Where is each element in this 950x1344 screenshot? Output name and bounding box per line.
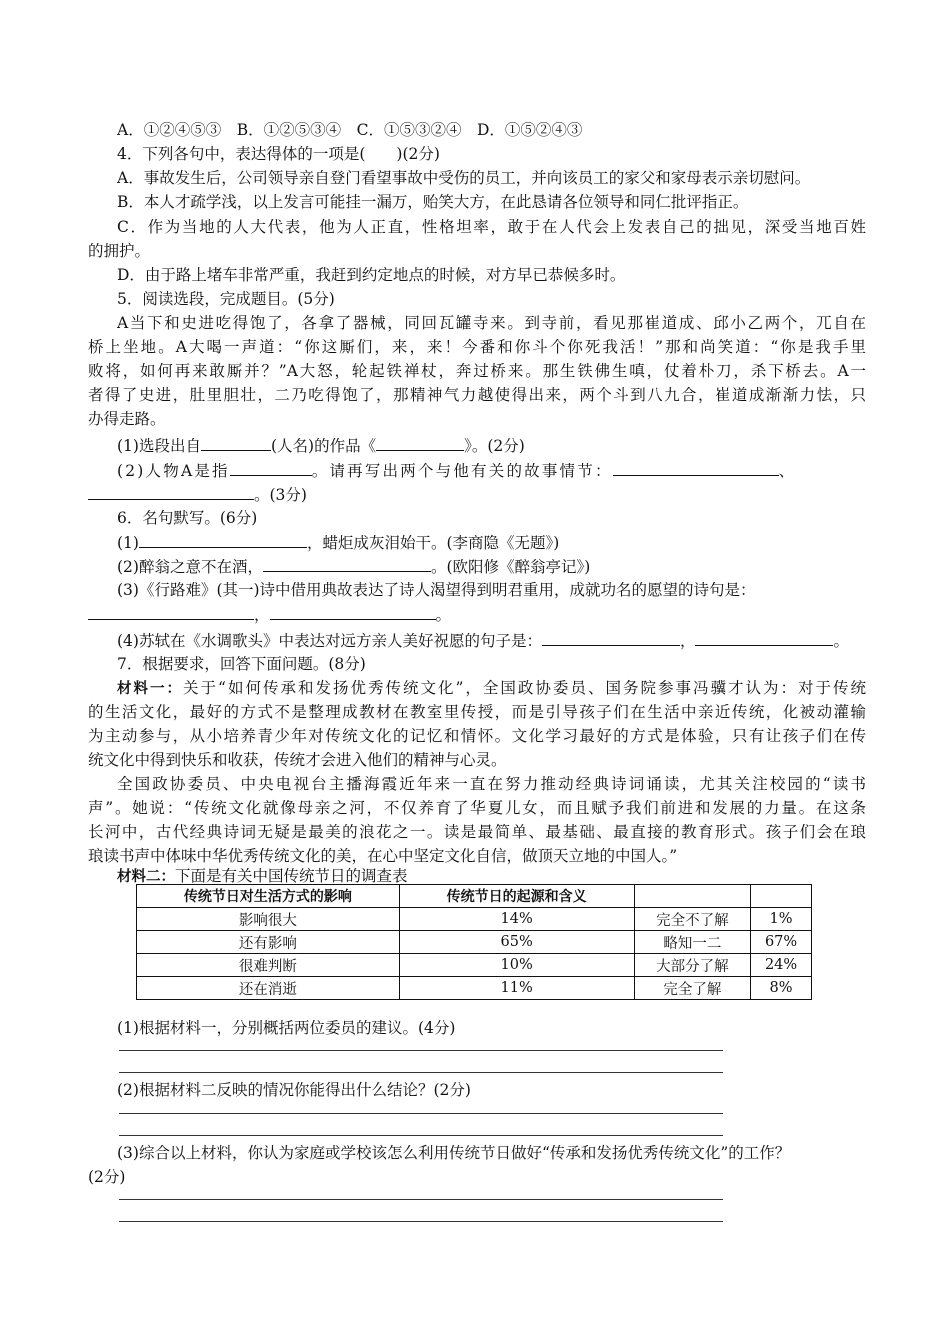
table-cell: 67%	[751, 931, 812, 954]
q5-story1-blank[interactable]	[613, 458, 779, 476]
answer-line[interactable]	[119, 1221, 723, 1222]
q5-passage-line4: 者得了史进，肚里胆壮，二乃吃得饱了，那精神气力越使得出来，两个斗到八九合，崔道成渐渐力怯，只	[88, 386, 866, 404]
q4-stem: 4．下列各句中，表达得体的一项是( )(2分)	[117, 145, 440, 163]
q4-option-d: D．由于路上堵车非常严重，我赶到约定地点的时候，对方早已恭候多时。	[117, 266, 626, 284]
q5-author-blank[interactable]	[201, 433, 271, 451]
table-cell: 11%	[399, 977, 634, 1000]
q6-blank6[interactable]	[695, 628, 833, 646]
q5-stem: 5．阅读选段，完成题目。(5分)	[117, 290, 335, 308]
table-cell: 完全不了解	[634, 908, 750, 931]
answer-line[interactable]	[119, 1199, 723, 1200]
q7-material1-line2: 的生活文化，最好的方式不是整理成教材在教室里传授，而是引导孩子们在生活中亲近传统，化被动灌输	[88, 703, 866, 721]
q5-character-blank[interactable]	[230, 458, 312, 476]
q6-blank3[interactable]	[88, 602, 254, 620]
q4-option-a: A．事故发生后，公司领导亲自登门看望事故中受伤的员工，并向该员工的家父和家母表示亲切慰问。	[117, 169, 811, 187]
q6-blank1[interactable]	[139, 530, 307, 548]
q5-passage-line3: 败将，如何再来敢厮并？”A大怒，轮起铁禅杖，奔过桥来。那生铁佛生嗔，仗着朴刀，杀下桥去。A一	[88, 362, 866, 380]
table-cell: 略知一二	[634, 931, 750, 954]
table-cell: 10%	[399, 954, 634, 977]
table-cell: 24%	[751, 954, 812, 977]
q7-material1-line7: 长河中，古代经典诗词无疑是最美的浪花之一。读是最简单、最基础、最直接的教育形式。孩子们会在琅	[88, 823, 866, 841]
table-header	[751, 885, 812, 908]
table-cell: 影响很大	[137, 908, 400, 931]
table-cell: 很难判断	[137, 954, 400, 977]
q5-story2-blank[interactable]	[88, 482, 254, 500]
q7-subquestion1: (1)根据材料一，分别概括两位委员的建议。(4分)	[117, 1019, 456, 1037]
table-cell: 还在消逝	[137, 977, 400, 1000]
q5-sub2: (2)人物A是指 。请再写出两个与他有关的故事情节： 、	[117, 458, 866, 483]
table-row	[137, 977, 812, 1000]
table-row	[137, 954, 812, 977]
q7-material1-line6: 声”。她说：“传统文化就像母亲之河，不仅养育了华夏儿女，而且赋予我们前进和发展的力量。在这条	[88, 799, 866, 817]
answer-line[interactable]	[119, 1113, 723, 1114]
table-header: 传统节日对生活方式的影响	[137, 885, 400, 908]
q5-sub1: (1)选段出自 (人名)的作品《 》。(2分)	[117, 433, 866, 458]
table-cell: 还有影响	[137, 931, 400, 954]
survey-table	[136, 884, 812, 1000]
q7-stem: 7．根据要求，回答下面问题。(8分)	[117, 655, 366, 673]
q5-sub2-cont: 。(3分)	[88, 482, 866, 507]
q6-line3: (3)《行路难》(其一)诗中借用典故表达了诗人渴望得到明君重用，成就功名的愿望的诗句是：	[117, 581, 756, 599]
q6-blank2[interactable]	[263, 554, 431, 572]
q7-material2-title: 材料二：下面是有关中国传统节日的调查表	[117, 867, 408, 885]
q3-options: A．①②④⑤③ B．①②⑤③④ C．①⑤③②④ D．①⑤②④③	[117, 121, 583, 139]
q6-blank4[interactable]	[270, 602, 436, 620]
q4-option-b: B．本人才疏学浅，以上发言可能挂一漏万，贻笑大方，在此恳请各位领导和同仁批评指正。	[117, 193, 749, 211]
table-cell: 1%	[751, 908, 812, 931]
answer-line[interactable]	[119, 1135, 723, 1136]
q6-line4: (4)苏轼在《水调歌头》中表达对远方亲人美好祝愿的句子是： ， 。	[117, 628, 866, 653]
q6-line2: (2)醉翁之意不在酒， 。(欧阳修《醉翁亭记》)	[117, 554, 866, 579]
table-row	[137, 908, 812, 931]
q7-subquestion2: (2)根据材料二反映的情况你能得出什么结论？(2分)	[117, 1081, 471, 1099]
table-row	[137, 931, 812, 954]
q6-line3-cont: ， 。	[88, 602, 866, 627]
q6-blank5[interactable]	[542, 628, 680, 646]
q7-material1-line4: 统文化中得到快乐和收获，传统才会进入他们的精神与心灵。	[88, 751, 507, 769]
q5-work-blank[interactable]	[376, 433, 464, 451]
q7-material1-line8: 琅读书声中体味中华优秀传统文化的美，在心中坚定文化自信，做顶天立地的中国人。”	[88, 847, 678, 865]
q5-passage-line1: A当下和史进吃得饱了，各拿了器械，同回瓦罐寺来。到寺前，看见那崔道成、邱小乙两个，兀自在	[117, 314, 866, 332]
q7-subquestion3-line2: (2分)	[88, 1168, 126, 1186]
q7-material1-line3: 为主动参与，从小培养青少年对传统文化的记忆和情怀。文化学习最好的方式是体验，只有让孩子们在传	[88, 727, 866, 745]
q7-material1-line1: 材料一：关于“如何传承和发扬优秀传统文化”，全国政协委员、国务院参事冯骥才认为：对于传统	[117, 679, 866, 697]
table-cell: 8%	[751, 977, 812, 1000]
q7-subquestion3-line1: (3)综合以上材料，你认为家庭或学校该怎么利用传统节日做好“传承和发扬优秀传统文化”的工作？	[117, 1144, 791, 1162]
table-cell: 14%	[399, 908, 634, 931]
table-cell: 65%	[399, 931, 634, 954]
q6-line1: (1) ，蜡炬成灰泪始干。(李商隐《无题》)	[117, 530, 866, 555]
answer-line[interactable]	[119, 1072, 723, 1073]
q5-passage-line5: 办得走路。	[88, 410, 166, 428]
table-header: 传统节日的起源和含义	[399, 885, 634, 908]
answer-line[interactable]	[119, 1050, 723, 1051]
q4-option-c-line1: C．作为当地的人大代表，他为人正直，性格坦率，敢于在人代会上发表自己的拙见，深受当地百姓	[117, 218, 866, 236]
q7-material1-line5: 全国政协委员、中央电视台主播海霞近年来一直在努力推动经典诗词诵读，尤其关注校园的“读书	[117, 775, 866, 793]
q4-option-c-line2: 的拥护。	[88, 242, 151, 260]
table-cell: 大部分了解	[634, 954, 750, 977]
table-cell: 完全了解	[634, 977, 750, 1000]
q5-passage-line2: 桥上坐地。A大喝一声道：“你这厮们，来，来！今番和你斗个你死我活！”那和尚笑道：“你是我手里	[88, 338, 866, 356]
table-header	[634, 885, 750, 908]
q6-stem: 6．名句默写。(6分)	[117, 509, 258, 527]
table-header-row	[137, 885, 812, 908]
